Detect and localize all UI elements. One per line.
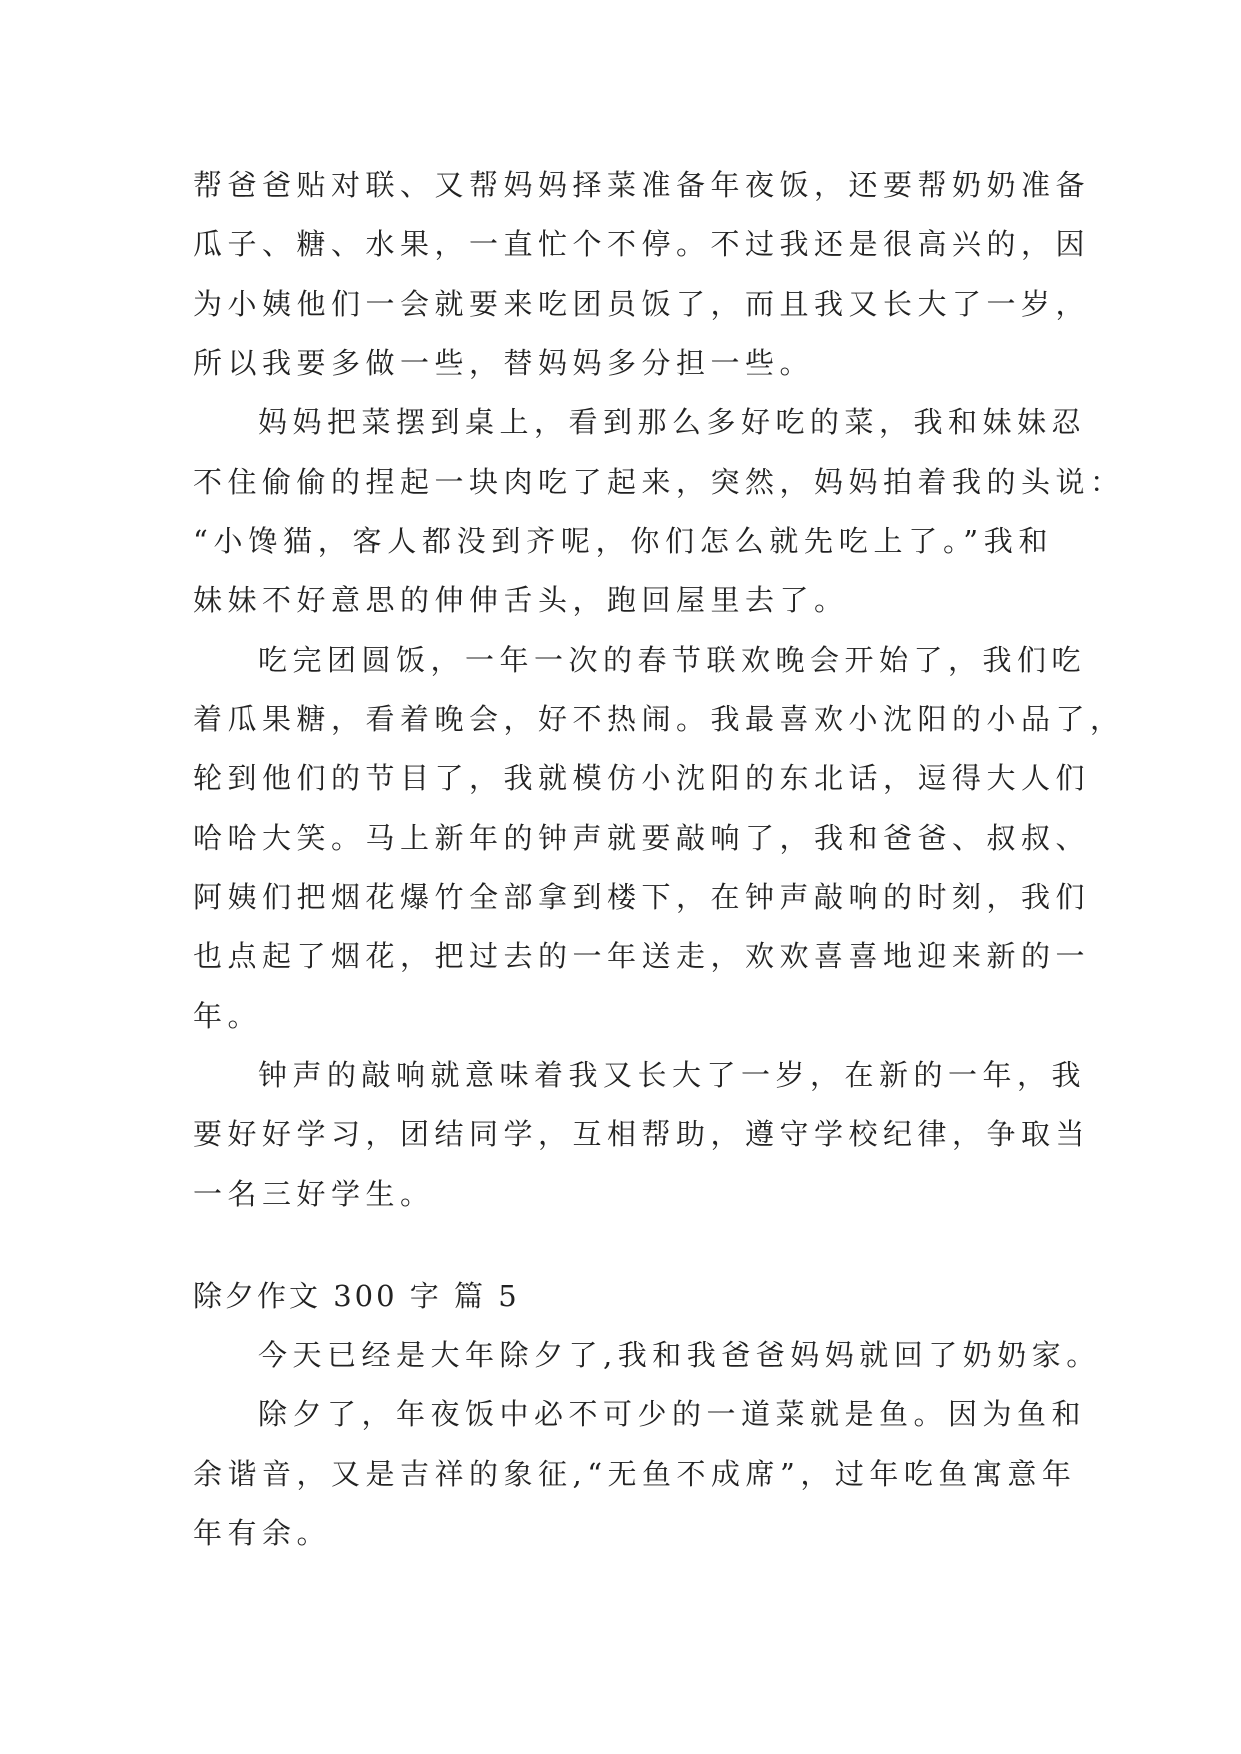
text-line: 轮到他们的节目了，我就模仿小沈阳的东北话，逗得大人们 — [193, 761, 1091, 795]
text-line: 瓜子、糖、水果，一直忙个不停。不过我还是很高兴的，因 — [193, 227, 1091, 261]
text-line: 阿姨们把烟花爆竹全部拿到楼下，在钟声敲响的时刻，我们 — [193, 880, 1091, 914]
text-line: 年。 — [193, 999, 263, 1033]
text-line: 余谐音，又是吉祥的象征,“无鱼不成席”，过年吃鱼寓意年 — [193, 1457, 1077, 1491]
paragraph-first-line: 妈妈把菜摆到桌上，看到那么多好吃的菜，我和妹妹忍 — [258, 405, 1087, 439]
text-line: 一名三好学生。 — [193, 1177, 435, 1211]
paragraph-first-line: 今天已经是大年除夕了,我和我爸爸妈妈就回了奶奶家。 — [258, 1338, 1101, 1372]
text-line: 为小姨他们一会就要来吃团员饭了，而且我又长大了一岁， — [193, 287, 1091, 321]
text-line: 年有余。 — [193, 1516, 332, 1550]
text-line: 要好好学习，团结同学，互相帮助，遵守学校纪律，争取当 — [193, 1117, 1091, 1151]
text-line: 帮爸爸贴对联、又帮妈妈择菜准备年夜饭，还要帮奶奶准备 — [193, 168, 1091, 202]
paragraph-first-line: 吃完团圆饭，一年一次的春节联欢晚会开始了，我们吃 — [258, 643, 1087, 677]
text-line: 妹妹不好意思的伸伸舌头，跑回屋里去了。 — [193, 583, 849, 617]
text-line: 着瓜果糖，看着晚会，好不热闹。我最喜欢小沈阳的小品了， — [193, 702, 1125, 736]
text-line: 也点起了烟花，把过去的一年送走，欢欢喜喜地迎来新的一 — [193, 939, 1091, 973]
section-heading: 除夕作文 300 字 篇 5 — [193, 1279, 520, 1313]
paragraph-first-line: 除夕了，年夜饭中必不可少的一道菜就是鱼。因为鱼和 — [258, 1397, 1087, 1431]
text-line: “小馋猫，客人都没到齐呢，你们怎么就先吃上了。”我和 — [193, 524, 1053, 558]
text-line: 哈哈大笑。马上新年的钟声就要敲响了，我和爸爸、叔叔、 — [193, 821, 1091, 855]
paragraph-first-line: 钟声的敲响就意味着我又长大了一岁，在新的一年，我 — [258, 1058, 1087, 1092]
text-line: 不住偷偷的捏起一块肉吃了起来，突然，妈妈拍着我的头说： — [193, 465, 1125, 499]
text-line: 所以我要多做一些，替妈妈多分担一些。 — [193, 346, 815, 380]
